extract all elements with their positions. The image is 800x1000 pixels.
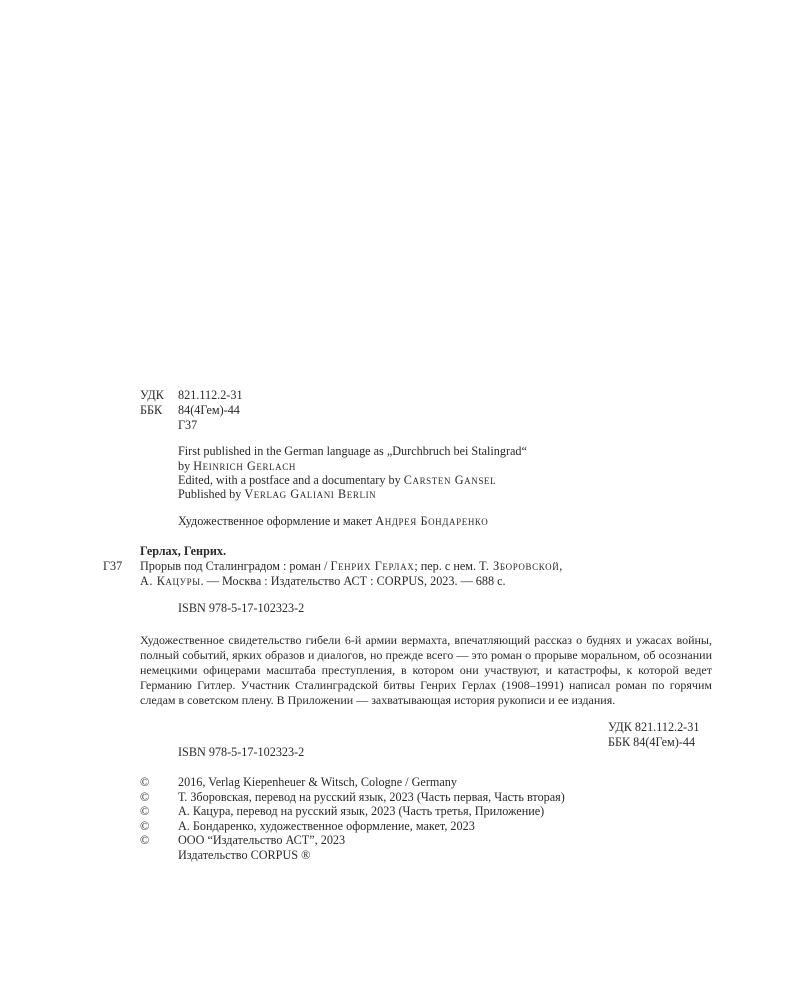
copyright-symbol: © [140, 819, 150, 833]
record-imprint: . — Москва : Издательство АСТ : CORPUS, 2023. — 688 с. [200, 574, 506, 588]
udk-value: 821.112.2-31 [178, 388, 243, 402]
record-author: Генрих Герлах [330, 559, 415, 573]
copyright-line: А. Кацура, перевод на русский язык, 2023 (Часть третья, Приложение) [178, 804, 545, 818]
isbn-bottom: ISBN 978-5-17-102323-2 [178, 745, 305, 759]
record-comma: , [559, 559, 563, 573]
record-translator-1: Т. Зборовской [479, 559, 560, 573]
copyright-row [140, 833, 345, 848]
udk-row [140, 388, 243, 403]
record-heading: Герлах, Генрих. [140, 544, 227, 558]
record-title: Прорыв под Сталинградом : роман / [140, 559, 328, 573]
original-edition-line-1: First published in the German language as „Durchbruch bei Stalingrad“ [178, 444, 527, 458]
copyright-line: 2016, Verlag Kiepenheuer & Witsch, Cologne / Germany [178, 775, 457, 789]
design-credit-prefix: Художественное оформление и макет [178, 514, 373, 528]
record-author-mark: Г37 [103, 559, 123, 573]
copyright-row [140, 804, 544, 819]
record-line-1 [140, 559, 562, 574]
udk-label: УДК [140, 388, 164, 402]
record-translation-note: ; пер. с нем. [414, 559, 477, 573]
by-prefix: by [178, 459, 191, 473]
bottom-udk: УДК 821.112.2-31 [608, 720, 700, 734]
editor-name: Carsten Gansel [403, 473, 497, 487]
copyright-line: Т. Зборовская, перевод на русский язык, 2023 (Часть первая, Часть вторая) [178, 790, 565, 804]
published-prefix: Published by [178, 487, 242, 501]
author-name-latin: Heinrich Gerlach [193, 459, 296, 473]
annotation-text: Художественное свидетельство гибели 6-й армии вермахта, впечатляющий рассказ о буднях и ужасах войны, полный событий, ярких образов и диалогов, но прежде всего — это роман о прорыве моральном, об осознании немецкими офицерами масштаба преступления, в котором они участвуют, и катастрофы, к которой ведет Германию Гитлер. Участник Сталинградской битвы Генрих Герлах (1908–1991) написал роман по горячим следам в советском плену. В Приложении — захватывающая история рукописи и ее издания. [140, 633, 712, 707]
copyright-row [140, 775, 457, 790]
copyright-symbol: © [140, 775, 150, 789]
edited-prefix: Edited, with a postface and a documentary by [178, 473, 401, 487]
publisher-trademark: Издательство CORPUS ® [178, 848, 311, 862]
record-isbn: ISBN 978-5-17-102323-2 [178, 601, 305, 615]
copyright-symbol: © [140, 790, 150, 804]
record-translator-2: А. Кацуры [140, 574, 201, 588]
copyright-row [140, 790, 565, 805]
record-line-2 [140, 574, 506, 589]
copyright-symbol: © [140, 833, 150, 847]
bbk-label: ББК [140, 403, 163, 417]
bottom-bbk: ББК 84(4Гем)-44 [608, 735, 696, 749]
bbk-row [140, 403, 240, 418]
bbk-value: 84(4Гем)-44 [178, 403, 240, 417]
design-credit [178, 514, 488, 529]
copyright-line: А. Бондаренко, художественное оформление, макет, 2023 [178, 819, 475, 833]
original-edition-line-3 [178, 473, 496, 488]
original-edition-line-2 [178, 459, 296, 474]
copyright-symbol: © [140, 804, 150, 818]
original-edition-line-4 [178, 487, 376, 502]
publisher-name: Verlag Galiani Berlin [244, 487, 377, 501]
copyright-line: ООО “Издательство АСТ”, 2023 [178, 833, 346, 847]
copyright-row [140, 819, 475, 834]
author-mark: Г37 [178, 418, 198, 432]
designer-name: Андрея Бондаренко [375, 514, 489, 528]
